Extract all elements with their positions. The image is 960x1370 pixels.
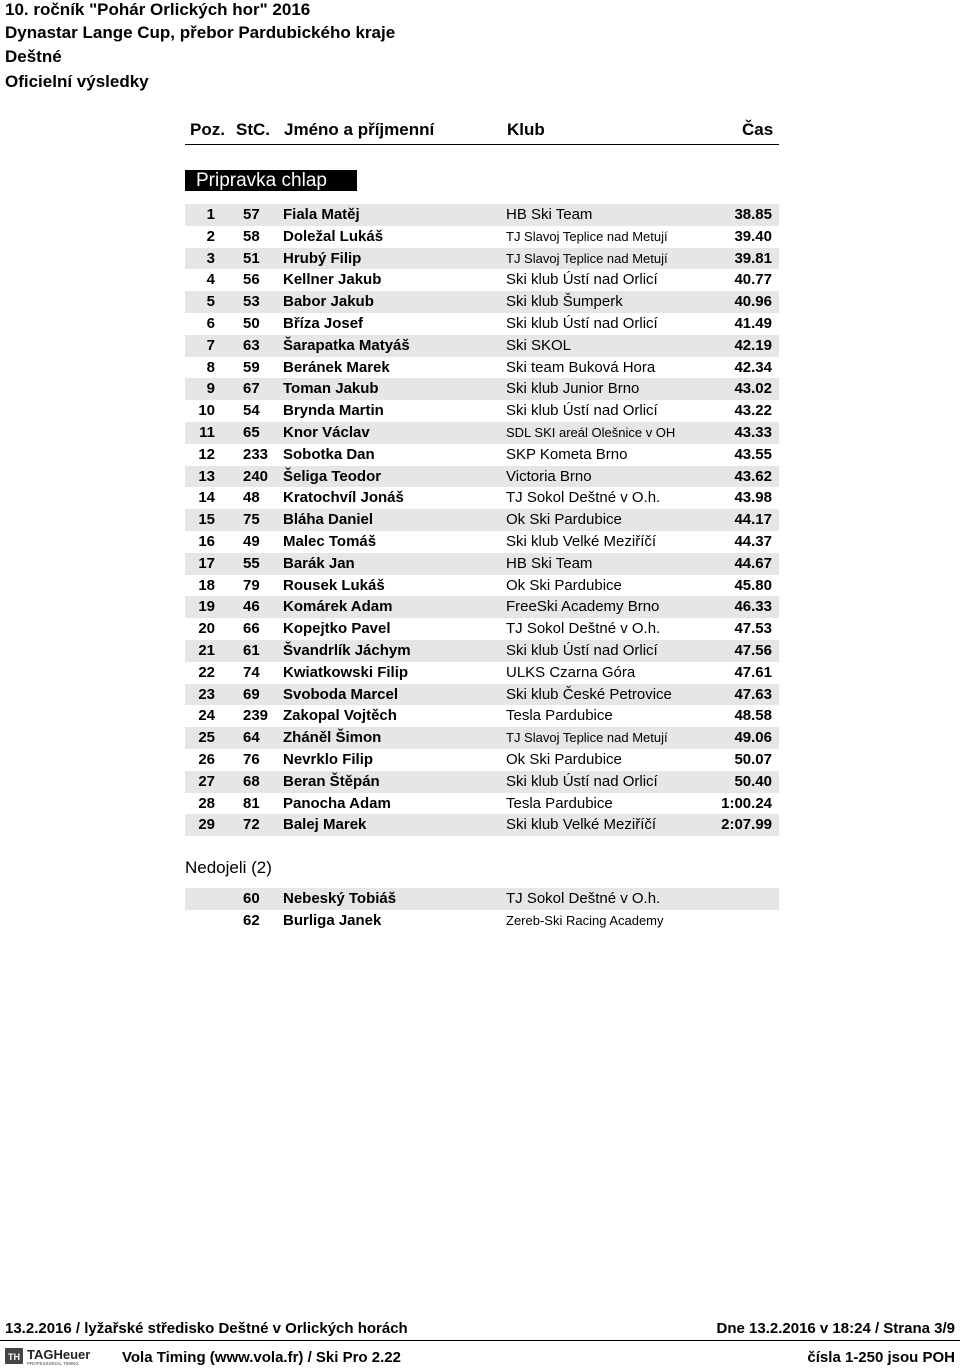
time-cell: 50.40 xyxy=(734,772,772,790)
bib-cell: 60 xyxy=(243,890,260,907)
rank-cell: 23 xyxy=(198,685,215,703)
rank-cell: 17 xyxy=(198,554,215,572)
club-cell: TJ Sokol Deštné v O.h. xyxy=(506,890,661,907)
name-cell: Panocha Adam xyxy=(283,794,391,812)
club-cell: Ski klub Ústí nad Orlicí xyxy=(506,314,658,332)
table-row xyxy=(185,727,779,749)
time-cell: 41.49 xyxy=(734,314,772,332)
table-row xyxy=(185,487,779,509)
rank-cell: 14 xyxy=(198,489,215,507)
table-row xyxy=(185,910,779,932)
bib-cell: 48 xyxy=(243,489,260,507)
rank-cell: 26 xyxy=(198,750,215,768)
bib-cell: 66 xyxy=(243,620,260,638)
logo-subtext: PROFESSIONAL TIMING xyxy=(27,1361,79,1366)
bib-cell: 49 xyxy=(243,532,260,550)
rank-cell: 13 xyxy=(198,467,215,485)
table-row xyxy=(185,226,779,248)
time-cell: 46.33 xyxy=(734,598,772,616)
col-header-stc: StC. xyxy=(236,120,270,139)
club-cell: Ski klub České Petrovice xyxy=(506,685,672,703)
time-cell: 45.80 xyxy=(734,576,772,594)
rank-cell: 21 xyxy=(198,641,215,659)
bib-cell: 233 xyxy=(243,445,269,463)
club-cell: Tesla Pardubice xyxy=(506,794,613,812)
footer-generated-page: Dne 13.2.2016 v 18:24 / Strana 3/9 xyxy=(716,1320,955,1337)
bib-cell: 79 xyxy=(243,576,260,594)
time-cell: 40.77 xyxy=(734,271,772,289)
footer-number-range: čísla 1-250 jsou POH xyxy=(807,1349,955,1366)
table-row xyxy=(185,749,779,771)
table-row xyxy=(185,248,779,270)
club-cell: Ski klub Ústí nad Orlicí xyxy=(506,402,658,420)
club-cell: Ski klub Velké Meziříčí xyxy=(506,816,657,834)
time-cell: 43.62 xyxy=(734,467,772,485)
bib-cell: 62 xyxy=(243,911,260,929)
name-cell: Barák Jan xyxy=(283,554,355,572)
name-cell: Brynda Martin xyxy=(283,402,384,420)
table-row xyxy=(185,553,779,575)
name-cell: Bříza Josef xyxy=(283,314,364,332)
club-cell: Ok Ski Pardubice xyxy=(506,576,622,594)
rank-cell: 29 xyxy=(198,816,215,834)
bib-cell: 56 xyxy=(243,271,260,289)
name-cell: Balej Marek xyxy=(283,816,367,834)
name-cell: Bláha Daniel xyxy=(283,511,374,529)
club-cell: Ski klub Velké Meziříčí xyxy=(506,532,657,550)
name-cell: Šarapatka Matyáš xyxy=(283,336,410,354)
table-row xyxy=(185,444,779,466)
col-header-pos: Poz. xyxy=(190,120,225,139)
club-cell: TJ Slavoj Teplice nad Metují xyxy=(506,228,668,244)
rank-cell: 4 xyxy=(206,271,215,289)
col-header-name: Jméno a příjmenní xyxy=(284,120,435,139)
table-row xyxy=(185,422,779,444)
table-row xyxy=(185,793,779,815)
name-cell: Beran Štěpán xyxy=(283,772,380,790)
rank-cell: 9 xyxy=(206,380,215,398)
rank-cell: 11 xyxy=(199,423,215,441)
bib-cell: 67 xyxy=(243,380,260,398)
table-row xyxy=(185,684,779,706)
time-cell: 49.06 xyxy=(734,729,772,747)
name-cell: Kratochvíl Jonáš xyxy=(283,489,404,507)
bib-cell: 58 xyxy=(243,227,260,245)
time-cell: 44.67 xyxy=(734,554,772,572)
svg-text:TH: TH xyxy=(8,1352,20,1362)
name-cell: Komárek Adam xyxy=(283,598,393,616)
bib-cell: 81 xyxy=(243,794,260,812)
rank-cell: 3 xyxy=(206,249,215,267)
time-cell: 43.22 xyxy=(734,402,772,420)
name-cell: Kellner Jakub xyxy=(283,271,382,289)
bib-cell: 54 xyxy=(243,402,260,420)
event-title: 10. ročník "Pohár Orlických hor" 2016 xyxy=(5,0,311,19)
club-cell: Zereb-Ski Racing Academy xyxy=(506,912,664,928)
club-cell: Ski SKOL xyxy=(506,336,572,354)
club-cell: Ski team Buková Hora xyxy=(506,358,656,376)
table-row xyxy=(185,313,779,335)
time-cell: 47.56 xyxy=(734,641,772,659)
bib-cell: 61 xyxy=(243,641,260,659)
time-cell: 39.40 xyxy=(734,227,772,245)
club-cell: TJ Slavoj Teplice nad Metují xyxy=(506,250,668,266)
rank-cell: 20 xyxy=(198,620,215,638)
time-cell: 47.61 xyxy=(734,663,772,681)
bib-cell: 59 xyxy=(243,358,260,376)
club-cell: HB Ski Team xyxy=(506,554,593,572)
club-cell: TJ Slavoj Teplice nad Metují xyxy=(506,730,668,746)
footer-divider xyxy=(0,1340,960,1341)
time-cell: 47.63 xyxy=(734,685,772,703)
rank-cell: 18 xyxy=(198,576,215,594)
category-title: Pripravka chlap xyxy=(185,170,357,191)
club-cell: FreeSki Academy Brno xyxy=(506,598,660,616)
bib-cell: 74 xyxy=(243,663,260,681)
table-row xyxy=(185,531,779,553)
time-cell: 39.81 xyxy=(734,249,772,267)
table-row xyxy=(185,269,779,291)
rank-cell: 19 xyxy=(198,598,215,616)
rank-cell: 22 xyxy=(198,663,215,681)
rank-cell: 25 xyxy=(198,729,215,747)
name-cell: Burliga Janek xyxy=(283,911,382,929)
name-cell: Doležal Lukáš xyxy=(283,227,384,245)
rank-cell: 7 xyxy=(206,336,215,354)
col-header-time: Čas xyxy=(742,120,774,139)
time-cell: 38.85 xyxy=(734,206,772,223)
time-cell: 48.58 xyxy=(734,707,772,725)
name-cell: Knor Václav xyxy=(283,423,370,441)
bib-cell: 64 xyxy=(243,729,260,747)
time-cell: 43.02 xyxy=(734,380,772,398)
club-cell: Ski klub Ústí nad Orlicí xyxy=(506,271,658,289)
table-row xyxy=(185,814,779,836)
club-cell: Ski klub Ústí nad Orlicí xyxy=(506,641,658,659)
name-cell: Šeliga Teodor xyxy=(283,467,382,485)
bib-cell: 46 xyxy=(243,598,260,616)
name-cell: Beránek Marek xyxy=(283,358,390,376)
time-cell: 43.55 xyxy=(734,445,772,463)
bib-cell: 65 xyxy=(243,423,260,441)
bib-cell: 57 xyxy=(243,206,260,223)
dnf-title: Nedojeli (2) xyxy=(185,858,272,877)
club-cell: Ski klub Šumperk xyxy=(506,293,623,311)
col-header-club: Klub xyxy=(507,120,545,139)
table-row xyxy=(185,357,779,379)
time-cell: 2:07.99 xyxy=(721,816,772,834)
table-row xyxy=(185,378,779,400)
name-cell: Nebeský Tobiáš xyxy=(283,890,397,907)
club-cell: Ski klub Ústí nad Orlicí xyxy=(506,772,658,790)
tag-heuer-logo xyxy=(5,1346,113,1366)
event-subtitle: Dynastar Lange Cup, přebor Pardubického kraje xyxy=(5,23,396,42)
bib-cell: 72 xyxy=(243,816,260,834)
club-cell: TJ Sokol Deštné v O.h. xyxy=(506,620,661,638)
name-cell: Zháněl Šimon xyxy=(283,729,382,747)
event-location: Deštné xyxy=(5,47,62,66)
time-cell: 1:00.24 xyxy=(721,794,772,812)
table-row xyxy=(185,335,779,357)
results-table xyxy=(185,204,779,836)
name-cell: Malec Tomáš xyxy=(283,532,377,550)
table-row xyxy=(185,575,779,597)
time-cell: 43.33 xyxy=(734,423,772,441)
rank-cell: 12 xyxy=(198,445,215,463)
name-cell: Svoboda Marcel xyxy=(283,685,399,703)
bib-cell: 240 xyxy=(243,467,269,485)
footer-timing: Vola Timing (www.vola.fr) / Ski Pro 2.22 xyxy=(122,1349,401,1366)
name-cell: Rousek Lukáš xyxy=(283,576,385,594)
bib-cell: 53 xyxy=(243,293,260,311)
club-cell: HB Ski Team xyxy=(506,206,593,223)
name-cell: Nevrklo Filip xyxy=(283,750,374,768)
table-row xyxy=(185,640,779,662)
rank-cell: 28 xyxy=(198,794,215,812)
name-cell: Hrubý Filip xyxy=(283,249,362,267)
rank-cell: 8 xyxy=(206,358,215,376)
time-cell: 44.17 xyxy=(734,511,772,529)
bib-cell: 76 xyxy=(243,750,260,768)
table-row xyxy=(185,291,779,313)
table-row xyxy=(185,888,779,910)
bib-cell: 239 xyxy=(243,707,269,725)
club-cell: Tesla Pardubice xyxy=(506,707,613,725)
rank-cell: 15 xyxy=(198,511,215,529)
bib-cell: 50 xyxy=(243,314,260,332)
name-cell: Kopejtko Pavel xyxy=(283,620,391,638)
table-row xyxy=(185,204,779,226)
bib-cell: 55 xyxy=(243,554,260,572)
club-cell: Ski klub Junior Brno xyxy=(506,380,640,398)
table-row xyxy=(185,662,779,684)
dnf-table xyxy=(185,888,779,932)
time-cell: 47.53 xyxy=(734,620,772,638)
time-cell: 43.98 xyxy=(734,489,772,507)
name-cell: Zakopal Vojtěch xyxy=(283,707,397,725)
rank-cell: 1 xyxy=(206,206,215,223)
rank-cell: 10 xyxy=(198,402,215,420)
bib-cell: 51 xyxy=(243,249,260,267)
results-type: Oficielní výsledky xyxy=(5,72,149,91)
bib-cell: 63 xyxy=(243,336,260,354)
name-cell: Babor Jakub xyxy=(283,293,374,311)
club-cell: ULKS Czarna Góra xyxy=(506,663,636,681)
club-cell: SDL SKI areál Olešnice v OH xyxy=(506,424,676,440)
name-cell: Kwiatkowski Filip xyxy=(283,663,409,681)
bib-cell: 75 xyxy=(243,511,260,529)
rank-cell: 2 xyxy=(206,227,215,245)
rank-cell: 27 xyxy=(198,772,215,790)
table-row xyxy=(185,466,779,488)
name-cell: Sobotka Dan xyxy=(283,445,375,463)
footer-date-venue: 13.2.2016 / lyžařské středisko Deštné v Orlických horách xyxy=(5,1320,408,1337)
rank-cell: 24 xyxy=(198,707,215,725)
time-cell: 42.19 xyxy=(734,336,772,354)
name-cell: Švandrlík Jáchym xyxy=(283,641,411,659)
time-cell: 40.96 xyxy=(734,293,772,311)
logo-text: TAGHeuer xyxy=(27,1347,91,1362)
club-cell: Ok Ski Pardubice xyxy=(506,750,622,768)
rank-cell: 6 xyxy=(206,314,215,332)
table-row xyxy=(185,400,779,422)
bib-cell: 68 xyxy=(243,772,260,790)
time-cell: 42.34 xyxy=(734,358,772,376)
club-cell: TJ Sokol Deštné v O.h. xyxy=(506,489,661,507)
club-cell: Ok Ski Pardubice xyxy=(506,511,622,529)
rank-cell: 16 xyxy=(198,532,215,550)
time-cell: 50.07 xyxy=(734,750,772,768)
header-divider xyxy=(185,144,779,145)
bib-cell: 69 xyxy=(243,685,260,703)
table-row xyxy=(185,705,779,727)
table-row xyxy=(185,509,779,531)
rank-cell: 5 xyxy=(206,293,215,311)
table-row xyxy=(185,596,779,618)
time-cell: 44.37 xyxy=(734,532,772,550)
club-cell: SKP Kometa Brno xyxy=(506,445,628,463)
table-row xyxy=(185,771,779,793)
club-cell: Victoria Brno xyxy=(506,467,592,485)
name-cell: Toman Jakub xyxy=(283,380,379,398)
name-cell: Fiala Matěj xyxy=(283,206,360,223)
table-row xyxy=(185,618,779,640)
